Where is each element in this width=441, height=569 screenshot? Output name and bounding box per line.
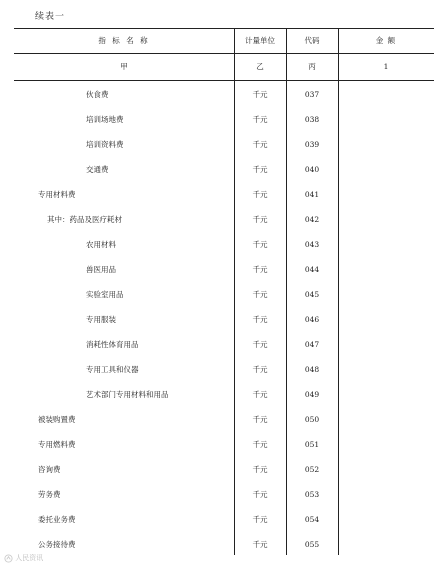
row-unit: 千元 [252,315,268,324]
row-unit: 千元 [252,265,268,274]
header-amount: 金 额 [375,36,397,45]
table-row [14,408,434,433]
row-name: 被装购置费 [38,415,76,424]
row-name: 其中：药品及医疗耗材 [47,215,122,224]
row-unit: 千元 [252,140,268,149]
row-name: 咨询费 [38,465,61,474]
table-top-rule [14,28,434,29]
row-code: 049 [304,390,320,399]
row-unit: 千元 [252,540,268,549]
watermark [4,553,43,563]
row-name: 消耗性体育用品 [86,340,139,349]
row-unit: 千元 [252,490,268,499]
table-row [14,233,434,258]
row-code: 045 [304,290,320,299]
subheader-code: 丙 [308,62,316,71]
table-row [14,383,434,408]
row-code: 046 [304,315,320,324]
row-code: 054 [304,515,320,524]
row-name: 委托业务费 [38,515,76,524]
row-code: 051 [304,440,320,449]
header-unit: 计量单位 [245,36,275,45]
row-name: 培训资料费 [86,140,124,149]
table-row [14,333,434,358]
watermark-text: 人民资讯 [15,554,44,562]
statistics-table [14,28,434,555]
row-name: 公务接待费 [38,540,76,549]
row-name: 专用材料费 [38,190,76,199]
row-code: 052 [304,465,320,474]
header-name: 指 标 名 称 [98,36,150,45]
subheader-unit: 乙 [256,62,264,71]
table-row [14,108,434,133]
row-unit: 千元 [252,440,268,449]
row-unit: 千元 [252,415,268,424]
row-unit: 千元 [252,515,268,524]
table-row [14,208,434,233]
row-code: 043 [304,240,320,249]
row-unit: 千元 [252,190,268,199]
row-unit: 千元 [252,165,268,174]
row-code: 042 [304,215,320,224]
row-unit: 千元 [252,365,268,374]
table-row [14,258,434,283]
row-name: 伙食费 [86,90,109,99]
table-caption: 续表一 [35,12,66,22]
row-code: 044 [304,265,320,274]
header-code: 代码 [304,36,320,45]
row-code: 055 [304,540,320,549]
row-name: 培训场地费 [86,115,124,124]
row-unit: 千元 [252,90,268,99]
row-name: 交通费 [86,165,109,174]
row-code: 053 [304,490,320,499]
header-rule [14,53,434,54]
subheader-amount: 1 [383,62,389,71]
row-name: 专用服装 [86,315,116,324]
row-unit: 千元 [252,115,268,124]
table-row [14,358,434,383]
row-unit: 千元 [252,340,268,349]
row-unit: 千元 [252,290,268,299]
row-code: 040 [304,165,320,174]
table-row [14,508,434,533]
table-row [14,83,434,108]
table-row [14,283,434,308]
row-name: 专用燃料费 [38,440,76,449]
row-code: 048 [304,365,320,374]
row-unit: 千元 [252,465,268,474]
table-row [14,308,434,333]
table-row [14,458,434,483]
table-row [14,183,434,208]
watermark-logo-icon [4,554,13,563]
table-row [14,533,434,558]
row-code: 041 [304,190,320,199]
row-code: 047 [304,340,320,349]
row-name: 劳务费 [38,490,61,499]
table-row [14,483,434,508]
row-name: 专用工具和仪器 [86,365,139,374]
subheader-rule [14,80,434,81]
row-unit: 千元 [252,390,268,399]
row-unit: 千元 [252,240,268,249]
table-row [14,158,434,183]
subheader-name: 甲 [120,62,128,71]
row-name: 兽医用品 [86,265,116,274]
row-name: 农用材料 [86,240,116,249]
row-code: 038 [304,115,320,124]
row-code: 050 [304,415,320,424]
table-row [14,433,434,458]
table-row [14,133,434,158]
row-name: 艺术部门专用材料和用品 [86,390,169,399]
row-unit: 千元 [252,215,268,224]
row-name: 实验室用品 [86,290,124,299]
row-code: 037 [304,90,320,99]
row-code: 039 [304,140,320,149]
